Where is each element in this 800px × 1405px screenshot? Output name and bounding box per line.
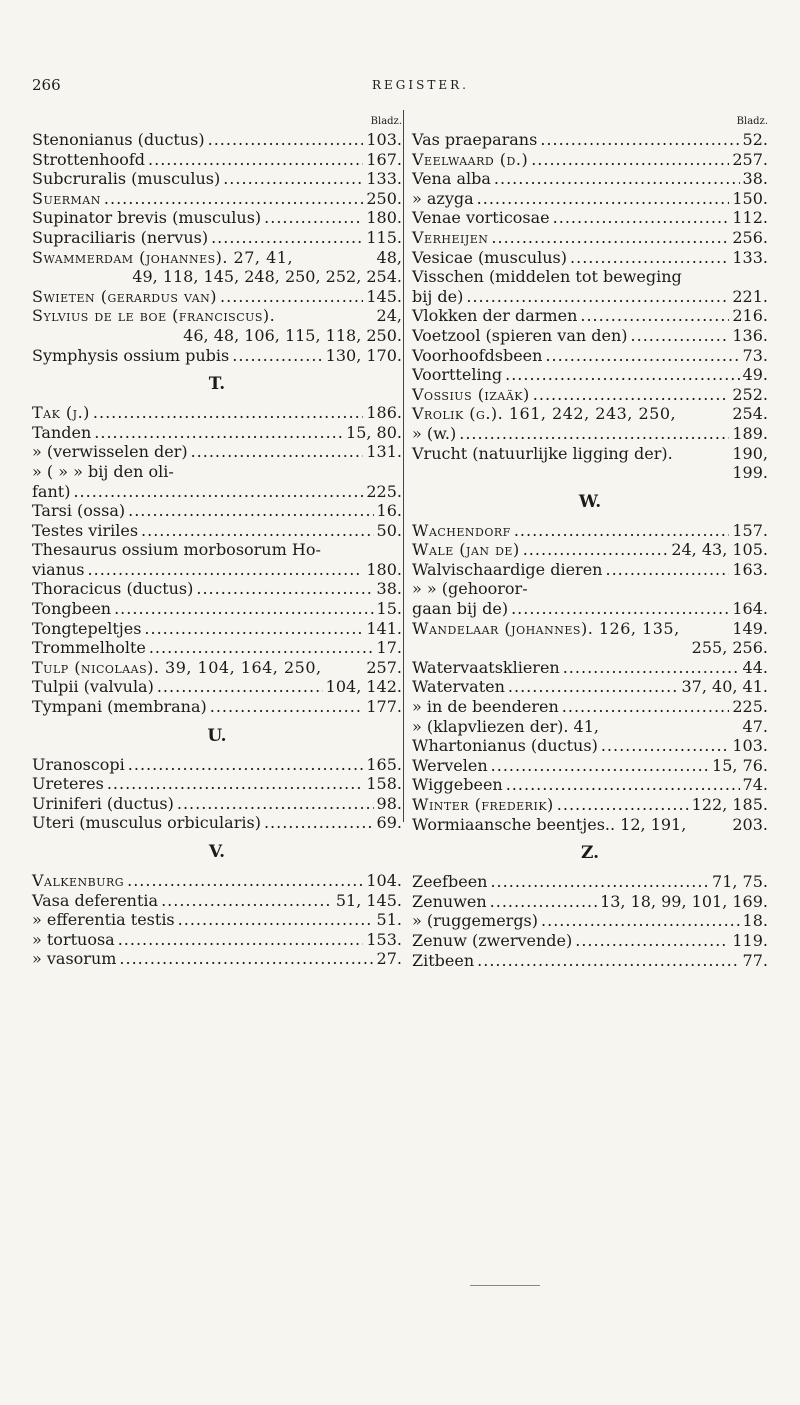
index-term: Zenuwen [412, 891, 487, 911]
index-entry [412, 346, 768, 366]
dot-leader [211, 228, 363, 248]
dot-leader [149, 638, 374, 658]
dot-leader [466, 287, 729, 307]
index-term: » » (gehooror- [412, 579, 528, 599]
index-term: Verheijen [412, 227, 489, 247]
letter-heading-v: V. [208, 842, 226, 862]
page-references: 203. [732, 814, 768, 834]
page-references: 112. [732, 208, 768, 228]
index-entry [412, 326, 768, 346]
dot-leader [477, 951, 739, 971]
dot-leader [210, 697, 364, 717]
dot-leader [563, 658, 740, 678]
dot-leader [73, 482, 363, 502]
index-term: Supinator brevis (musculus) [32, 208, 262, 228]
page-references: 257. [366, 657, 402, 677]
index-entry [412, 169, 768, 189]
index-term: Wandelaar (johannes). 126, 135, [412, 618, 680, 638]
dot-leader [545, 346, 739, 366]
index-entry [32, 150, 402, 170]
index-block-s [32, 130, 402, 365]
index-term: vianus [32, 559, 85, 579]
index-term: Swieten (gerardus van) [32, 286, 218, 306]
page-references: 158. [366, 774, 402, 794]
index-block-z [412, 872, 768, 970]
index-entry [32, 442, 402, 462]
index-entry [412, 287, 768, 307]
index-term: Tanden [32, 422, 92, 442]
letter-heading-t: T. [208, 374, 226, 395]
dot-leader [494, 169, 740, 189]
index-entry [412, 619, 768, 639]
index-term: Whartonianus (ductus) [412, 736, 598, 756]
page-references: 221. [732, 286, 768, 306]
index-entry [412, 717, 768, 737]
index-entry [412, 444, 768, 464]
index-entry [412, 385, 768, 405]
index-entry [412, 521, 768, 541]
dot-leader [490, 892, 597, 912]
index-entry [412, 911, 768, 931]
page-references: 51. [376, 910, 402, 930]
left-column [32, 114, 402, 969]
index-entry [412, 267, 768, 287]
page-header [32, 76, 772, 98]
index-entry [32, 306, 402, 326]
index-term: Stenonianus (ductus) [32, 130, 205, 149]
index-entry [32, 794, 402, 814]
page-references: 131. [366, 442, 402, 462]
dot-leader [127, 871, 363, 891]
index-entry [32, 638, 402, 658]
index-entry [32, 579, 402, 599]
page-references: 44. [742, 657, 768, 677]
index-entry [412, 365, 768, 385]
page-references: 122, 185. [691, 795, 768, 814]
page-references: 119. [732, 930, 768, 950]
index-term: Vossius (izaäk) [412, 384, 530, 404]
page-references: 24, 43, 105. [671, 540, 768, 560]
index-entry [412, 579, 768, 599]
dot-leader [491, 228, 729, 248]
index-term: Symphysis ossium pubis [32, 345, 230, 365]
index-block-v [32, 871, 402, 969]
page-references: 190, [732, 443, 768, 463]
dot-leader [557, 795, 689, 815]
index-term: Watervaten [412, 677, 505, 697]
dot-leader [118, 930, 364, 950]
index-entry-continuation: 199. [732, 463, 768, 483]
index-entry [412, 756, 768, 776]
index-term: Zenuw (zwervende) [412, 930, 573, 950]
index-block-u [32, 755, 402, 833]
index-block-v-cont [412, 130, 768, 483]
page-references: 136. [732, 325, 768, 345]
dot-leader [575, 931, 729, 951]
index-term: Wervelen [412, 755, 488, 775]
index-entry [412, 424, 768, 444]
index-entry [412, 815, 768, 835]
index-entry [32, 346, 402, 366]
page-references: 51, 145. [335, 890, 402, 910]
index-entry [32, 130, 402, 150]
index-term: Uranoscopi [32, 754, 125, 774]
page-references: 49. [742, 365, 768, 385]
page-references: 18. [742, 911, 768, 931]
index-entry [32, 403, 402, 423]
page-references: 153. [366, 929, 402, 949]
index-term: » azyga [412, 188, 474, 208]
index-entry [412, 736, 768, 756]
index-entry [32, 189, 402, 209]
dot-leader [514, 521, 730, 541]
index-term: Supraciliaris (nervus) [32, 227, 209, 247]
index-entry [412, 189, 768, 209]
page-references: 133. [366, 169, 402, 189]
dot-leader [94, 423, 343, 443]
index-term: Voorhoofdsbeen [412, 345, 543, 365]
index-entry [32, 910, 402, 930]
page-references: 48, [376, 247, 402, 267]
index-term: Subcruralis (musculus) [32, 169, 221, 189]
page-references: 177. [366, 697, 402, 717]
index-term: Tulp (nicolaas). 39, 104, 164, 250, [32, 657, 322, 677]
dot-leader [531, 150, 729, 170]
index-term: Swammerdam (johannes). 27, 41, [32, 247, 294, 267]
dot-leader [232, 346, 322, 366]
index-term: Uteri (musculus orbicularis) [32, 813, 261, 833]
dot-leader [107, 774, 364, 794]
letter-heading-u: U. [207, 725, 227, 746]
page-references: 17. [376, 638, 402, 658]
index-entry [32, 248, 402, 268]
page-references: 133. [732, 247, 768, 267]
dot-leader [191, 442, 364, 462]
page-references: 69. [376, 813, 402, 833]
index-term: Thesaurus ossium morbosorum Ho- [32, 540, 321, 560]
dot-leader [264, 813, 374, 833]
index-term: Trommelholte [32, 638, 146, 658]
dot-leader [459, 424, 729, 444]
index-entry [32, 891, 402, 911]
page-references: 104. [366, 871, 402, 890]
index-entry [32, 697, 402, 717]
index-entry [412, 404, 768, 424]
page-references: 250. [366, 188, 402, 208]
page-references: 225. [366, 481, 402, 501]
index-term: Tarsi (ossa) [32, 501, 126, 521]
index-term: » vasorum [32, 949, 117, 969]
index-entry [412, 248, 768, 268]
index-entry [412, 795, 768, 815]
index-term: Zeefbeen [412, 872, 488, 892]
dot-leader [177, 794, 374, 814]
index-term: Tympani (membrana) [32, 697, 207, 717]
index-term: » (klapvliezen der). 41, [412, 716, 599, 736]
dot-leader [148, 150, 363, 170]
page-references: 186. [366, 403, 402, 423]
index-block-w [412, 521, 768, 835]
dot-leader [88, 560, 364, 580]
index-entry [32, 521, 402, 541]
index-term: Vrolik (g.). 161, 242, 243, 250, [412, 404, 677, 424]
page-references: 256. [732, 227, 768, 247]
index-term: Walvischaardige dieren [412, 559, 603, 579]
page-references: 167. [366, 149, 402, 169]
index-term: Vlokken der darmen [412, 306, 578, 326]
dot-leader [491, 756, 709, 776]
dot-leader [220, 287, 363, 307]
dot-leader [523, 540, 669, 560]
dot-leader [540, 130, 739, 150]
page-references: 77. [742, 950, 768, 970]
index-term: Vas praeparans [412, 130, 538, 149]
page-references: 15. [376, 599, 402, 619]
index-entry [32, 949, 402, 969]
page-references: 216. [732, 306, 768, 326]
index-entry [32, 599, 402, 619]
index-term: Tak (j.) [32, 403, 90, 423]
page-references: 15, 76. [712, 755, 768, 775]
page-references: 180. [366, 559, 402, 579]
index-entry [32, 677, 402, 697]
dot-leader [631, 326, 730, 346]
page-references: 225. [732, 697, 768, 717]
page-references: 38. [376, 579, 402, 599]
page-references: 13, 18, 99, 101, 169. [600, 891, 768, 911]
page-references: 257. [732, 149, 768, 169]
dot-leader [196, 579, 373, 599]
index-entry [32, 755, 402, 775]
index-term: » (verwisselen der) [32, 442, 188, 462]
page-references: 16. [376, 501, 402, 521]
page-references: 164. [732, 599, 768, 619]
index-term: » (w.) [412, 423, 457, 443]
page-references: 98. [376, 793, 402, 813]
page-references: 47. [742, 716, 768, 736]
index-entry [412, 658, 768, 678]
index-entry [412, 560, 768, 580]
index-term: Wiggebeen [412, 775, 503, 795]
index-term: bij de) [412, 286, 464, 306]
dot-leader [553, 208, 730, 228]
index-term: » (ruggemergs) [412, 911, 539, 931]
index-entry [32, 930, 402, 950]
dot-leader [541, 911, 740, 931]
index-entry [412, 931, 768, 951]
index-term: Valkenburg [32, 871, 125, 890]
index-entry [412, 599, 768, 619]
dot-leader [104, 189, 363, 209]
index-term: » ( » » bij den oli- [32, 461, 174, 481]
index-entry [412, 872, 768, 892]
page-references: 252. [732, 384, 768, 404]
dot-leader [570, 248, 729, 268]
page-references: 163. [732, 559, 768, 579]
index-entry [412, 677, 768, 697]
dot-leader [141, 521, 374, 541]
dot-leader [477, 189, 730, 209]
page-number: 266 [32, 76, 61, 94]
dot-leader [601, 736, 730, 756]
index-term: Thoracicus (ductus) [32, 579, 194, 599]
dot-leader [157, 677, 323, 697]
page-references: 189. [732, 423, 768, 443]
index-entry [32, 560, 402, 580]
index-term: Wachendorf [412, 520, 511, 540]
index-entry [32, 462, 402, 482]
index-entry-continuation: 49, 118, 145, 248, 250, 252, 254. [132, 267, 402, 287]
page-references: 73. [742, 345, 768, 365]
index-entry [32, 619, 402, 639]
dot-leader [605, 560, 729, 580]
index-entry [32, 423, 402, 443]
page-references: 74. [742, 775, 768, 795]
index-entry [32, 871, 402, 891]
page-references: 52. [742, 130, 768, 149]
dot-leader [128, 501, 373, 521]
page-references: 157. [732, 520, 768, 540]
index-entry [32, 482, 402, 502]
index-term: Suerman [32, 188, 101, 208]
index-entry [412, 208, 768, 228]
page-references: 104, 142. [325, 677, 402, 697]
dot-leader [580, 306, 729, 326]
index-entry [412, 892, 768, 912]
page-references: 130, 170. [325, 345, 402, 365]
page-references: 145. [366, 286, 402, 306]
dot-leader [562, 697, 730, 717]
index-term: Vesicae (musculus) [412, 247, 568, 267]
bladz-label: Bladz. [736, 116, 768, 127]
page-references: 24, [376, 306, 402, 326]
page-references: 15, 80. [346, 422, 402, 442]
dot-leader [114, 599, 373, 619]
index-term: fant) [32, 481, 71, 501]
page-references: 150. [732, 188, 768, 208]
index-term: » in de beenderen [412, 697, 559, 717]
dot-leader [128, 755, 364, 775]
index-term: Sylvius de le boe (franciscus). [32, 306, 276, 326]
page-references: 37, 40, 41. [681, 677, 768, 697]
dot-leader [505, 365, 739, 385]
letter-heading-w: W. [578, 491, 602, 512]
page-references: 149. [732, 618, 768, 638]
dot-leader [208, 130, 364, 150]
dot-leader [508, 677, 679, 697]
column-divider [403, 110, 404, 822]
page-references: 115. [366, 227, 402, 247]
index-entry [412, 130, 768, 150]
footer-rule [470, 1285, 540, 1286]
index-entry-continuation: 46, 48, 106, 115, 118, 250. [183, 325, 402, 345]
index-entry [412, 150, 768, 170]
page-references: 180. [366, 208, 402, 228]
index-entry [32, 228, 402, 248]
index-term: Uriniferi (ductus) [32, 793, 174, 813]
page-references: 254. [732, 404, 768, 424]
dot-leader [119, 949, 373, 969]
dot-leader [223, 169, 363, 189]
index-entry [412, 951, 768, 971]
index-term: Tongbeen [32, 599, 112, 619]
dot-leader [93, 403, 363, 423]
dot-leader [511, 599, 729, 619]
index-entry [412, 228, 768, 248]
index-term: Zitbeen [412, 950, 475, 970]
index-entry [32, 287, 402, 307]
index-entry [412, 697, 768, 717]
index-entry-continuation: 255, 256. [691, 638, 768, 658]
dot-leader [490, 872, 709, 892]
page-references: 27. [376, 949, 402, 969]
page-references: 141. [366, 618, 402, 638]
index-entry [412, 775, 768, 795]
index-term: Tongtepeltjes [32, 618, 142, 638]
page-references: 50. [376, 520, 402, 540]
dot-leader [161, 891, 333, 911]
index-term: Vrucht (natuurlijke ligging der). [412, 443, 673, 463]
index-entry [32, 774, 402, 794]
dot-leader [264, 208, 363, 228]
index-entry [412, 540, 768, 560]
right-column [412, 114, 768, 970]
page-references: 103. [366, 130, 402, 149]
index-term: Vasa deferentia [32, 890, 159, 910]
index-entry [32, 813, 402, 833]
index-entry [32, 540, 402, 560]
index-term: » efferentia testis [32, 910, 175, 930]
index-term: Wormiaansche beentjes.. 12, 191, [412, 814, 687, 834]
index-term: Strottenhoofd [32, 149, 146, 169]
dot-leader [144, 619, 363, 639]
index-term: Testes viriles [32, 520, 139, 540]
index-term: Voetzool (spieren van den) [412, 325, 628, 345]
index-entry [32, 658, 402, 678]
index-term: Wale (jan de) [412, 540, 520, 560]
index-term: Visschen (middelen tot beweging [412, 267, 682, 287]
index-term: » tortuosa [32, 929, 115, 949]
page-references: 71, 75. [712, 872, 768, 892]
index-term: Tulpii (valvula) [32, 677, 154, 697]
page-references: 38. [742, 169, 768, 189]
index-term: Veelwaard (d.) [412, 149, 529, 169]
index-block-t [32, 403, 402, 717]
index-term: Vena alba [412, 169, 491, 189]
index-term: Ureteres [32, 774, 104, 794]
letter-heading-z: Z. [580, 843, 600, 864]
index-entry [412, 306, 768, 326]
index-entry [32, 208, 402, 228]
running-head: REGISTER. [372, 78, 469, 92]
index-entry [32, 501, 402, 521]
index-entry [32, 169, 402, 189]
dot-leader [506, 775, 740, 795]
bladz-label: Bladz. [370, 116, 402, 127]
index-term: Winter (frederik) [412, 795, 554, 814]
index-term: Watervaatsklieren [412, 657, 560, 677]
page-references: 103. [732, 736, 768, 756]
index-term: gaan bij de) [412, 599, 509, 619]
page-references: 165. [366, 754, 402, 774]
dot-leader [533, 385, 730, 405]
dot-leader [178, 910, 374, 930]
index-term: Voortteling [412, 365, 503, 385]
index-term: Venae vorticosae [412, 208, 550, 228]
